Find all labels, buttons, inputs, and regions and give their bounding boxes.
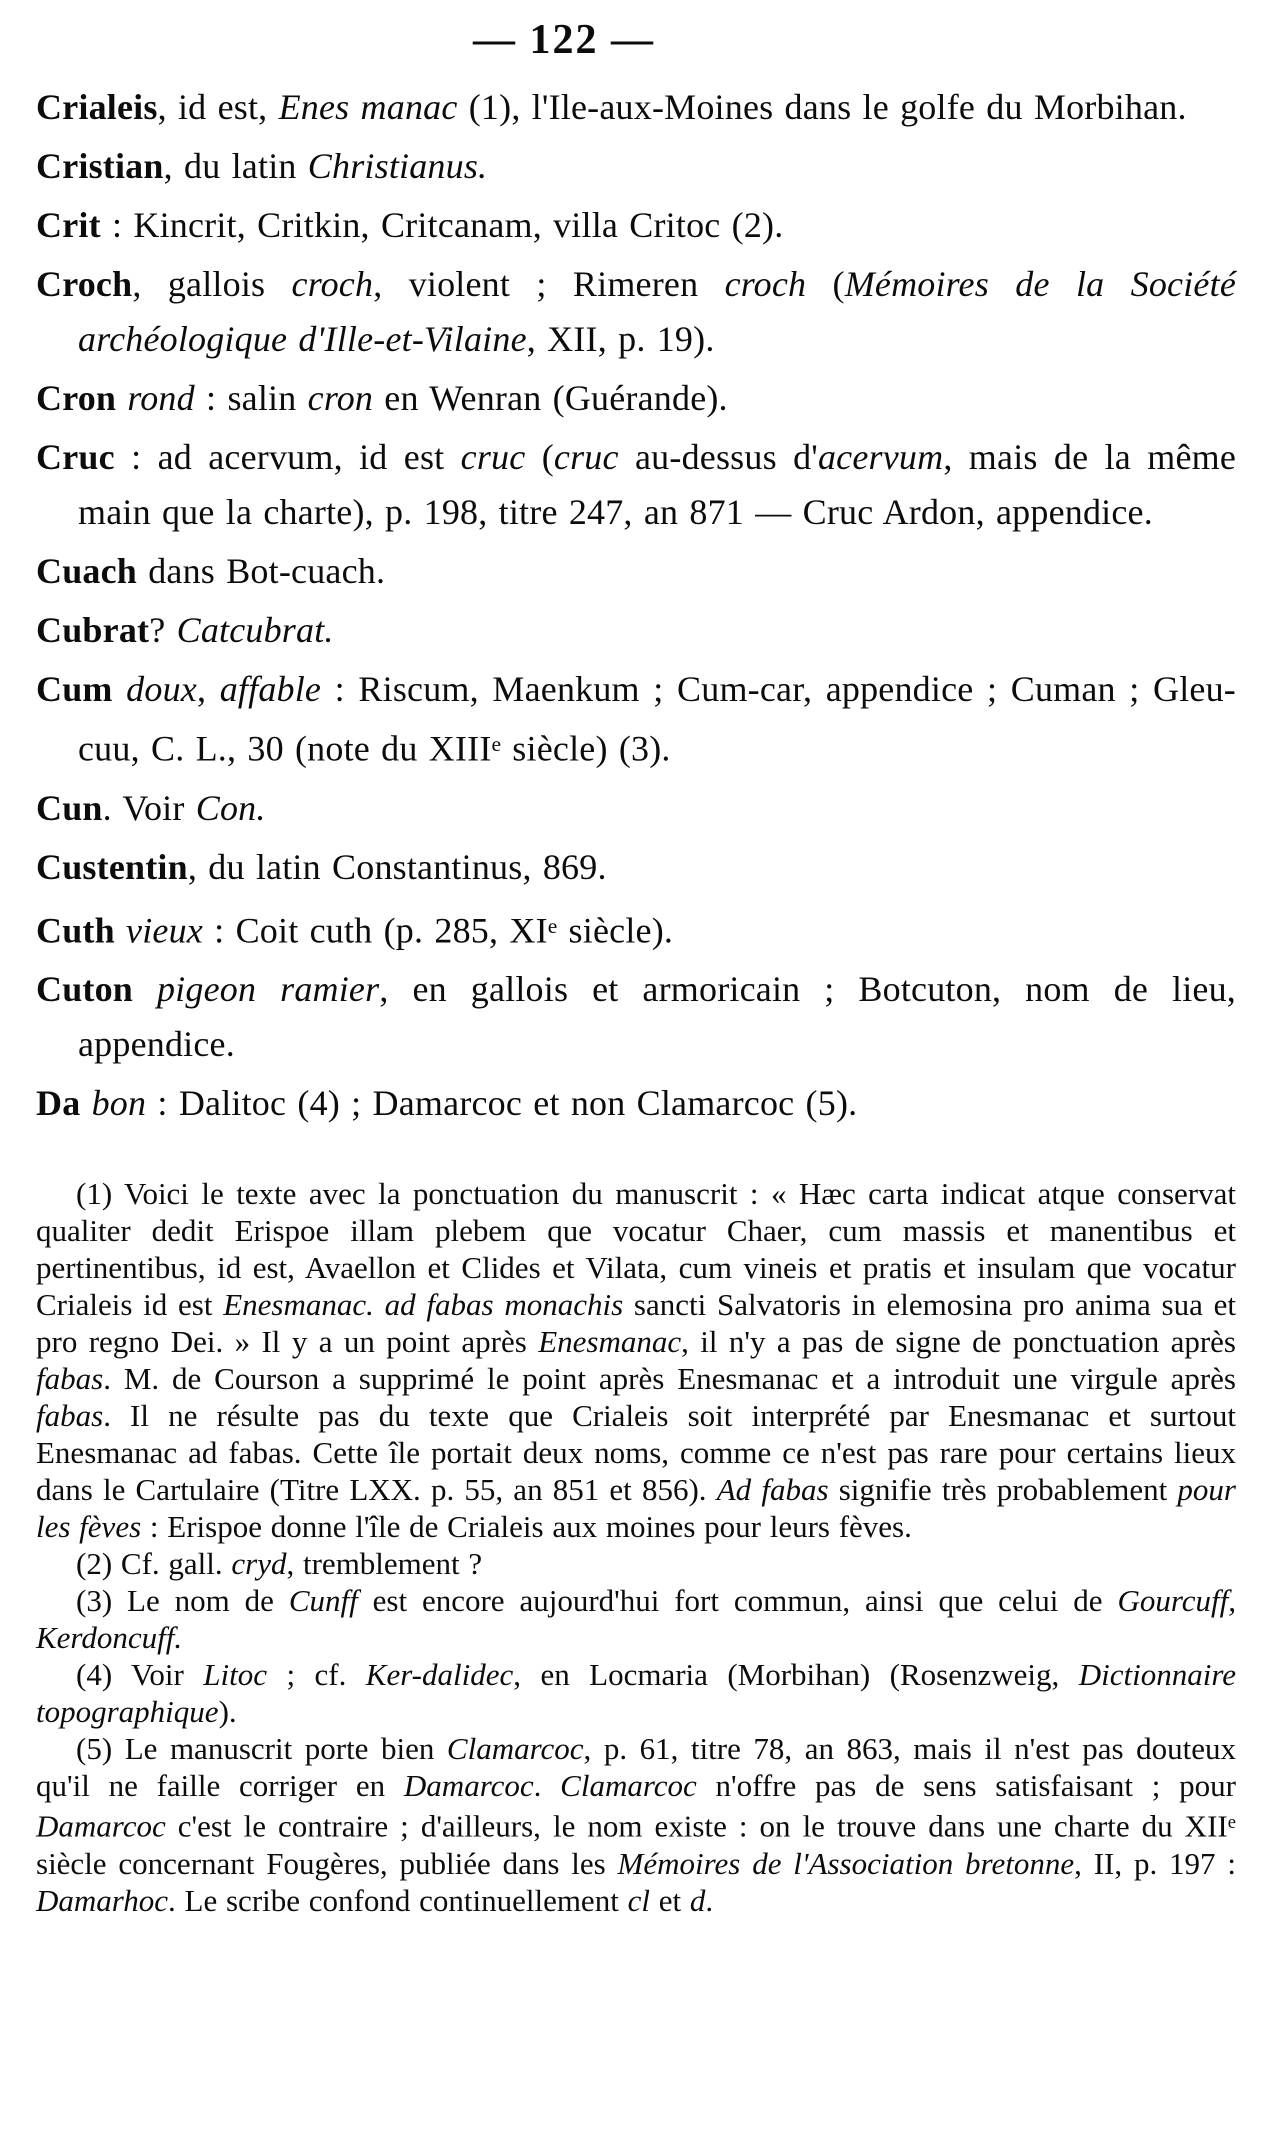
footnote bbox=[36, 1175, 1236, 1545]
text-run: , bbox=[196, 669, 220, 709]
text-run: , id est, bbox=[157, 87, 279, 127]
entry-headword: Cun bbox=[36, 787, 103, 828]
text-run: (1), l'Ile-aux-Moines dans le golfe du Morbihan. bbox=[457, 87, 1187, 127]
text-run: Voici le texte avec la ponctuation du manuscrit : « Hæc carta indicat atque conservat qualiter dedit Erispoe illam plebem que vocatur Chaer, cum massis et manentibus et pertinentibus, id est, Avaellon et Clides et Vilata, cum vineis et pratis et insulam que vocatur Crialeis id est bbox=[36, 1176, 1236, 1323]
text-run: , il n'y a pas de signe de ponctuation après bbox=[681, 1324, 1236, 1360]
text-run: siècle) (3). bbox=[501, 728, 671, 769]
entry bbox=[36, 430, 1236, 540]
text-run: . Le scribe confond continuellement bbox=[168, 1882, 628, 1918]
italic-run: Enesmanac. ad fabas monachis bbox=[223, 1287, 624, 1323]
text-run: , en gallois et armoricain ; Botcuton, nom de lieu, appendice. bbox=[78, 969, 1237, 1065]
italic-run: Clamarcoc bbox=[446, 1731, 584, 1767]
italic-run: pour les fèves bbox=[36, 1472, 1236, 1545]
text-run: . bbox=[705, 1882, 714, 1918]
italic-run: Enesmanac bbox=[538, 1324, 682, 1360]
italic-run: acervum bbox=[817, 437, 944, 477]
entry-headword: Custentin bbox=[36, 846, 188, 887]
text-run: ). bbox=[218, 1694, 237, 1730]
entry-headword: Cristian bbox=[36, 146, 164, 186]
text-run: en Wenran (Guérande). bbox=[373, 378, 728, 418]
text-run: . bbox=[533, 1768, 561, 1804]
italic-run: cl bbox=[627, 1882, 650, 1918]
text-run: Le manuscrit porte bien bbox=[124, 1731, 447, 1767]
superscript-run: e bbox=[491, 732, 502, 756]
text-run: ? bbox=[149, 610, 177, 650]
entry bbox=[36, 840, 1236, 895]
footnote-marker: (5) bbox=[76, 1731, 125, 1767]
entry bbox=[36, 1076, 1236, 1131]
text-run: signifie très probablement bbox=[828, 1472, 1178, 1508]
text-run: ( bbox=[525, 437, 554, 477]
entry-headword: Cruc bbox=[36, 437, 115, 477]
entry bbox=[36, 544, 1236, 599]
entry-headword: Cuach bbox=[36, 551, 138, 591]
text-run: , du latin bbox=[163, 146, 308, 186]
text-run: , tremblement ? bbox=[286, 1546, 483, 1582]
italic-run: Con. bbox=[195, 787, 266, 828]
italic-run: fabas bbox=[36, 1361, 104, 1397]
superscript-run: e bbox=[1227, 1812, 1236, 1834]
text-run: , XII, p. 19). bbox=[526, 319, 715, 359]
footnote bbox=[36, 1656, 1236, 1730]
text-run: , p. 61, titre 78, an 863, mais il n'est pas douteux qu'il ne faille corriger en bbox=[36, 1731, 1237, 1804]
italic-run: Ker-dalidec bbox=[365, 1657, 514, 1693]
entry bbox=[36, 257, 1236, 367]
text-run: : Kincrit, Critkin, Critcanam, villa Critoc (2). bbox=[100, 205, 784, 245]
entry-headword: Crialeis bbox=[36, 87, 158, 127]
entry-headword: Cron bbox=[36, 378, 117, 418]
entry bbox=[36, 371, 1236, 426]
italic-run: Enes manac bbox=[278, 87, 458, 127]
italic-run: fabas bbox=[36, 1398, 104, 1434]
entry bbox=[36, 603, 1236, 658]
text-run: n'offre pas de sens satisfaisant ; pour bbox=[696, 1768, 1236, 1804]
italic-run: bon bbox=[91, 1083, 147, 1124]
text-run: siècle concernant Fougères, publiée dans les bbox=[36, 1845, 618, 1881]
text-run bbox=[116, 378, 127, 418]
italic-run: Gourcuff, Kerdoncuff. bbox=[36, 1583, 1236, 1656]
italic-run: Catcubrat. bbox=[176, 610, 334, 650]
italic-run: croch bbox=[724, 264, 807, 304]
text-run: et bbox=[649, 1882, 690, 1918]
italic-run: rond bbox=[127, 378, 195, 418]
footnote bbox=[36, 1730, 1236, 1918]
entry bbox=[36, 781, 1236, 836]
text-run: : Erispoe donne l'île de Crialeis aux moines pour leurs fèves. bbox=[141, 1509, 912, 1545]
entries-list bbox=[36, 80, 1236, 1131]
entry-headword: Cuth bbox=[36, 910, 115, 951]
footnote-marker: (1) bbox=[76, 1176, 125, 1212]
italic-run: d bbox=[689, 1882, 706, 1918]
italic-run: vieux bbox=[126, 910, 203, 951]
italic-run: Christianus. bbox=[307, 146, 488, 186]
text-run: : Coit cuth (p. 285, XI bbox=[202, 910, 548, 951]
italic-run: Cunff bbox=[288, 1583, 358, 1619]
italic-run: affable bbox=[219, 669, 322, 709]
italic-run: Damarcoc bbox=[36, 1808, 166, 1844]
entry-headword: Da bbox=[36, 1083, 81, 1124]
italic-run: cryd bbox=[231, 1546, 287, 1582]
entry-headword: Cubrat bbox=[36, 610, 150, 650]
text-run: sancti Salvatoris in elemosina pro anima sua et pro regno Dei. » Il y a un point après bbox=[36, 1287, 1236, 1360]
footnote-marker: (2) bbox=[76, 1546, 121, 1582]
italic-run: cruc bbox=[553, 437, 619, 477]
text-run: , mais de la même main que la charte), p. 198, titre 247, an 871 — Cruc Ardon, appendice. bbox=[78, 437, 1237, 532]
text-run: , violent ; Rimeren bbox=[373, 264, 725, 304]
italic-run: Clamarcoc bbox=[560, 1768, 697, 1804]
text-run: ; cf. bbox=[267, 1657, 366, 1693]
italic-run: cruc bbox=[460, 437, 526, 477]
italic-run: Litoc bbox=[203, 1657, 268, 1693]
footnote bbox=[36, 1582, 1236, 1656]
text-run: . Il ne résulte pas du texte que Crialeis soit interprété par Enesmanac et surtout Enesmanac ad fabas. Cette île portait deux noms, comme ce n'est pas rare pour certains lieux dans le Cartulaire (Titre LXX. p. 55, an 851 et 856). bbox=[36, 1398, 1236, 1508]
text-run: , II, p. 197 : bbox=[1074, 1845, 1237, 1881]
footnote-marker: (3) bbox=[76, 1583, 128, 1619]
text-run: : Dalitoc (4) ; Damarcoc et non Clamarcoc (5). bbox=[146, 1083, 858, 1124]
entry-headword: Cum bbox=[36, 669, 113, 709]
entry bbox=[36, 198, 1236, 253]
text-run: : salin bbox=[194, 378, 308, 418]
entry-headword: Crit bbox=[36, 205, 101, 245]
entry bbox=[36, 962, 1236, 1072]
text-run: c'est le contraire ; d'ailleurs, le nom existe : on le trouve dans une charte du XII bbox=[165, 1808, 1228, 1844]
entry bbox=[36, 662, 1236, 777]
entry-headword: Cuton bbox=[36, 969, 134, 1010]
text-run: , gallois bbox=[132, 264, 292, 304]
footnotes-list bbox=[36, 1175, 1236, 1918]
footnote bbox=[36, 1545, 1236, 1582]
text-run: siècle). bbox=[557, 910, 674, 951]
text-run: Voir bbox=[131, 1657, 204, 1693]
italic-run: pigeon ramier bbox=[156, 969, 380, 1010]
entry bbox=[36, 139, 1236, 194]
text-run: ( bbox=[806, 264, 845, 304]
text-run: . Voir bbox=[102, 787, 196, 828]
entry-headword: Croch bbox=[36, 264, 133, 304]
superscript-run: e bbox=[547, 913, 558, 938]
text-run: : Riscum, Maenkum ; Cum-car, appendice ; Cuman ; Gleu-cuu, C. L., 30 (note du XIII bbox=[78, 669, 1236, 769]
text-run: . M. de Courson a supprimé le point après Enesmanac et a introduit une virgule après bbox=[103, 1361, 1236, 1397]
italic-run: croch bbox=[291, 264, 374, 304]
text-run: Le nom de bbox=[127, 1583, 289, 1619]
text-run: , du latin Constantinus, 869. bbox=[187, 846, 607, 887]
text-run: , en Locmaria (Morbihan) (Rosenzweig, bbox=[513, 1657, 1079, 1693]
italic-run: Damarhoc bbox=[36, 1882, 169, 1918]
entry bbox=[36, 899, 1236, 959]
italic-run: Ad fabas bbox=[716, 1472, 829, 1508]
text-run: dans Bot-cuach. bbox=[137, 551, 386, 591]
entry bbox=[36, 80, 1236, 135]
italic-run: Damarcoc bbox=[403, 1768, 534, 1804]
text-run: est encore aujourd'hui fort commun, ainsi que celui de bbox=[357, 1583, 1118, 1619]
text-run: au-dessus d' bbox=[618, 437, 818, 477]
italic-run: doux bbox=[126, 669, 197, 709]
italic-run: Mémoires de la Société archéologique d'Ille-et-Vilaine bbox=[78, 264, 1236, 359]
footnote-marker: (4) bbox=[76, 1657, 132, 1693]
italic-run: cron bbox=[307, 378, 374, 418]
text-run bbox=[133, 969, 157, 1009]
text-run bbox=[113, 669, 127, 709]
text-run bbox=[115, 910, 126, 950]
italic-run: Dictionnaire topographique bbox=[36, 1657, 1236, 1730]
page-number-header: — 122 — bbox=[473, 17, 655, 63]
italic-run: Mémoires de l'Association bretonne bbox=[617, 1845, 1075, 1881]
text-run bbox=[80, 1083, 91, 1123]
text-run: : ad acervum, id est bbox=[114, 437, 461, 477]
text-run: Cf. gall. bbox=[120, 1546, 232, 1582]
